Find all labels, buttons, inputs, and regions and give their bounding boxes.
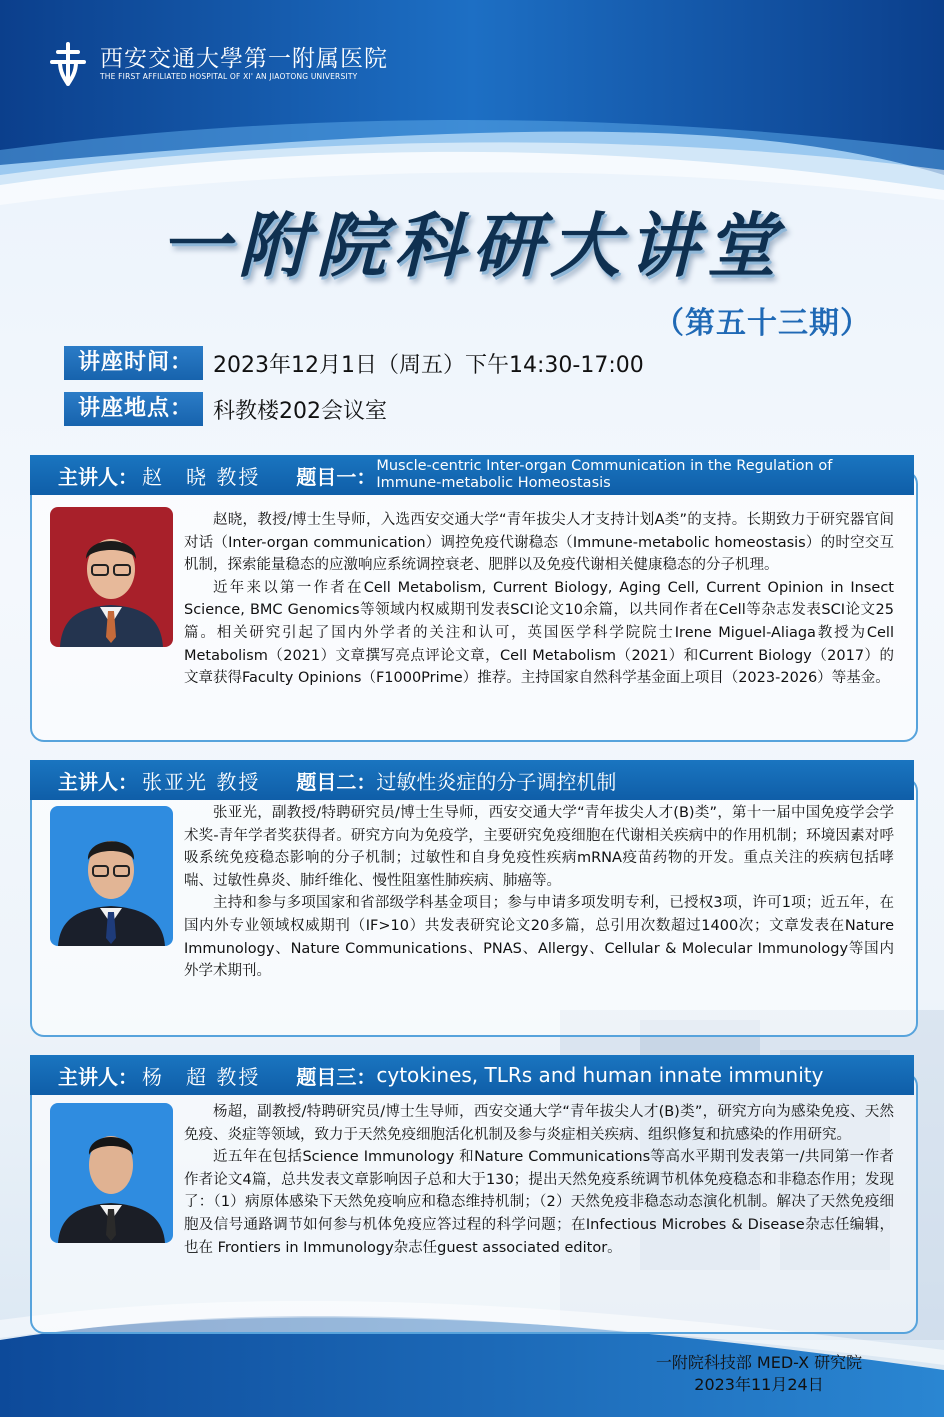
lecture-time-value: 2023年12月1日（周五）下午14:30-17:00	[213, 352, 644, 378]
bio-paragraph: 主持和参与多项国家和省部级学科基金项目；参与申请多项发明专利，已授权3项，许可1项；近五年，在国内外专业领域权威期刊（IF>10）共发表研究论文20多篇，总引用次数超过1400次；文章发表在Nature Immunology、Nature Communications、PNAS、Allergy、Cellular & Molecular Immunology等国内外学术期刊。	[184, 895, 894, 980]
hospital-name-cn: 西安交通大學第一附属医院	[100, 46, 388, 72]
topic-title: Muscle-centric Inter-organ Communication in the Regulation of Immune-metabolic Homeostasis	[376, 458, 833, 491]
footer-date: 2023年11月24日	[694, 1375, 824, 1394]
footer-organizer: 一附院科技部 MED-X 研究院	[655, 1353, 863, 1372]
lecture-place-label: 讲座地点：	[64, 392, 203, 426]
footer	[600, 1352, 918, 1396]
speaker-bio-1	[184, 509, 894, 690]
topic-label: 题目三：	[296, 1064, 377, 1089]
lecture-place-value: 科教楼202会议室	[213, 398, 388, 424]
speaker-label: 主讲人：	[58, 1064, 138, 1089]
speaker-bar-3	[30, 1055, 914, 1095]
speaker-name: 赵 晓 教授	[142, 464, 261, 489]
hospital-emblem-icon	[44, 42, 92, 86]
speaker-photo-3	[50, 1103, 173, 1243]
lecture-time-label: 讲座时间：	[64, 346, 203, 380]
speaker-bio-2	[184, 802, 894, 983]
hospital-logo	[44, 42, 388, 86]
bio-paragraph: 张亚光，副教授/特聘研究员/博士生导师，西安交通大学“青年拔尖人才(B)类”，第十一届中国免疫学会学术奖-青年学者奖获得者。研究方向为免疫学，主要研究免疫细胞在代谢相关疾病中的作用机制；环境因素对呼吸系统免疫稳态影响的分子机制；过敏性和自身免疫性疾病mRNA疫苗药物的开发。重点关注的疾病包括哮喘、过敏性鼻炎、肺纤维化、慢性阻塞性肺疾病、肺癌等。	[184, 805, 894, 889]
speaker-label: 主讲人：	[58, 464, 138, 489]
bio-paragraph: 近五年在包括Science Immunology 和Nature Communications等高水平期刊发表第一/共同第一作者作者论文4篇，总共发表文章影响因子总和大于130；提出天然免疫系统调节机体免疫稳态和非稳态作用；发现了：（1）病原体感染下天然免疫响应和稳态维持机制；（2）天然免疫非稳态动态演化机制。解决了天然免疫细胞及信号通路调节如何参与机体免疫应答过程的科学问题；在Infectious Microbes & Disease杂志任编辑，也在 Frontiers in Immunology杂志任guest associated editor。	[184, 1149, 894, 1256]
topic-label: 题目二：	[296, 769, 377, 794]
topic-label: 题目一：	[296, 464, 377, 489]
main-title: 一附院科研大讲堂	[160, 204, 784, 287]
issue-number: （第五十三期）	[654, 306, 871, 341]
speaker-bar-1	[30, 455, 914, 495]
lecture-place-row	[64, 392, 387, 426]
speaker-name: 杨 超 教授	[142, 1064, 261, 1089]
bio-paragraph: 杨超，副教授/特聘研究员/博士生导师，西安交通大学“青年拔尖人才(B)类”，研究方向为感染免疫、天然免疫、炎症等领域，致力于天然免疫细胞活化机制及参与炎症相关疾病、组织修复和抗感染的作用研究。	[184, 1104, 894, 1143]
speaker-bio-3	[184, 1101, 894, 1259]
speaker-label: 主讲人：	[58, 769, 138, 794]
topic-title: cytokines, TLRs and human innate immunity	[376, 1063, 824, 1087]
speaker-photo-1	[50, 507, 173, 647]
lecture-time-row	[64, 346, 644, 380]
bio-paragraph: 近年来以第一作者在Cell Metabolism, Current Biology, Aging Cell, Current Opinion in Insect Science, BMC Genomics等领域内权威期刊发表SCI论文10余篇，以共同作者在Cell等杂志发表SCI论文25篇。相关研究引起了国内外学者的关注和认可，英国医学科学院院士Irene Miguel-Aliaga教授为Cell Metabolism（2021）文章撰写亮点评论文章，Cell Metabolism（2021）和Current Biology（2017）的文章获得Faculty Opinions（F1000Prime）推荐。主持国家自然科学基金面上项目（2023-2026）等基金。	[184, 579, 894, 687]
speaker-photo-2	[50, 806, 173, 946]
speaker-name: 张亚光 教授	[142, 769, 261, 794]
topic-title: 过敏性炎症的分子调控机制	[376, 769, 617, 794]
bio-paragraph: 赵晓，教授/博士生导师，入选西安交通大学“青年拔尖人才支持计划A类”的支持。长期致力于研究器官间对话（Inter-organ communication）调控免疫代谢稳态（Immune-metabolic homeostasis）的时空交互机制，探索能量稳态的应激响应系统调控衰老、肥胖以及免疫代谢相关健康稳态的分子机理。	[184, 512, 894, 574]
speaker-bar-2	[30, 760, 914, 800]
hospital-name-en: THE FIRST AFFILIATED HOSPITAL OF XI' AN JIAOTONG UNIVERSITY	[100, 72, 358, 81]
